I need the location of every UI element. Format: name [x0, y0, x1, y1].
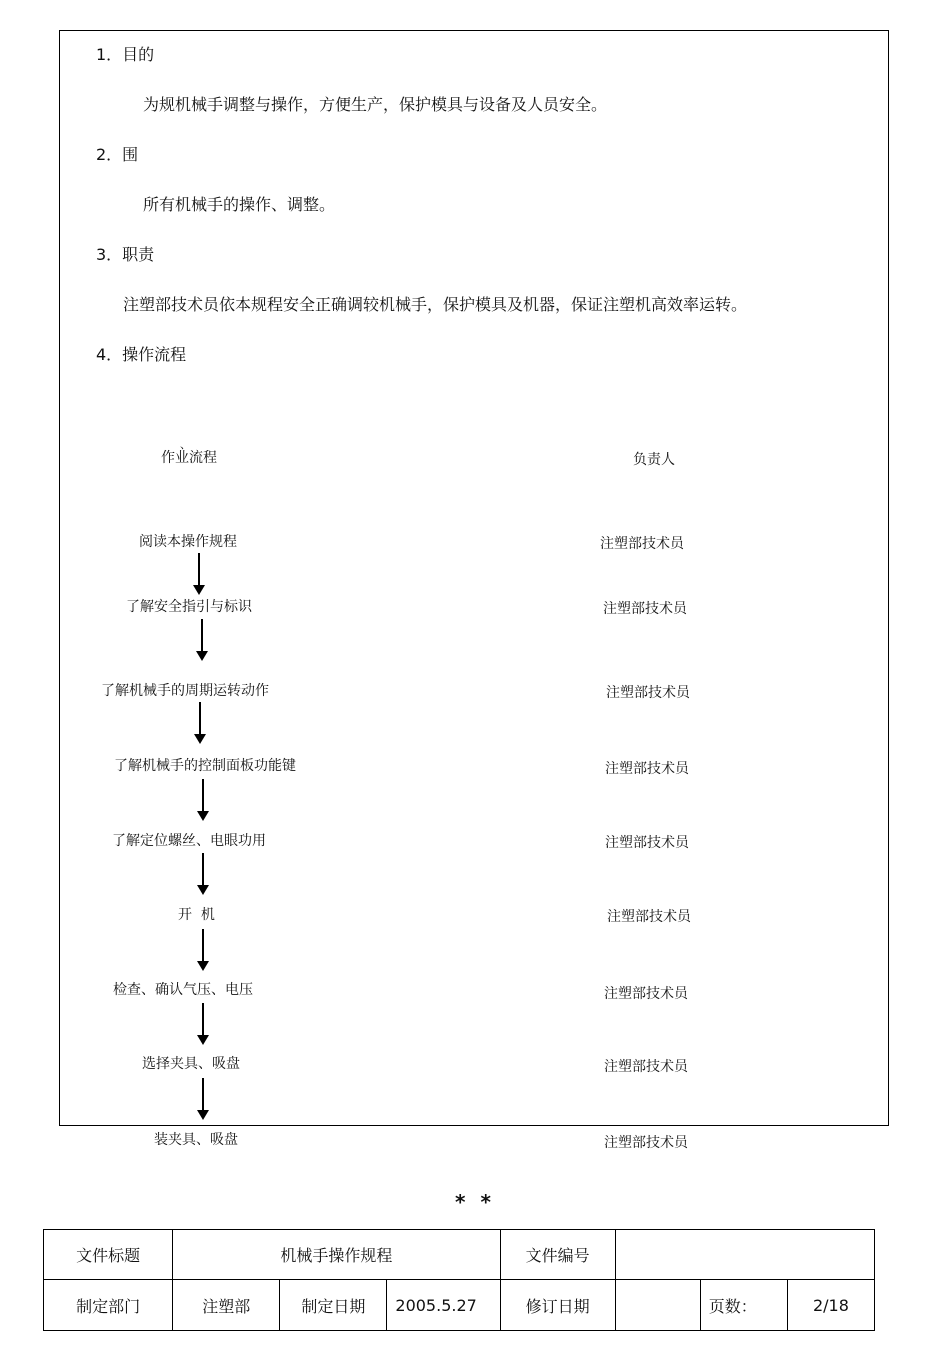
- flow-step: 装夹具、吸盘: [154, 1132, 238, 1148]
- flow-arrow-down: [197, 929, 209, 971]
- section-3-heading: 3．职责: [96, 245, 155, 264]
- flow-column-responsible: 负责人: [633, 452, 675, 468]
- department-label: 制定部门: [44, 1280, 173, 1331]
- flow-step-responsible: 注塑部技术员: [603, 601, 687, 617]
- pages-value: 2/18: [787, 1280, 874, 1331]
- section-3-body: 注塑部技术员依本规程安全正确调较机械手，保护模具及机器，保证注塑机高效率运转。: [123, 295, 748, 314]
- flow-step-responsible: 注塑部技术员: [605, 835, 689, 851]
- section-2-heading: 2．围: [96, 145, 139, 164]
- flow-step-responsible: 注塑部技术员: [600, 536, 684, 552]
- page-marker: * *: [455, 1190, 495, 1214]
- flow-arrow-down: [197, 853, 209, 895]
- department-value: 注塑部: [173, 1280, 280, 1331]
- flow-step-responsible: 注塑部技术员: [605, 761, 689, 777]
- flow-step: 阅读本操作规程: [139, 534, 237, 550]
- flow-arrow-down: [193, 553, 205, 595]
- section-4-heading: 4．操作流程: [96, 345, 187, 364]
- revision-value: [615, 1280, 700, 1331]
- doc-number-value: [615, 1230, 874, 1280]
- flow-arrow-down: [197, 1003, 209, 1045]
- flow-arrow-down: [197, 1078, 209, 1120]
- pages-label: 页数：: [700, 1280, 787, 1331]
- document-info-table: [43, 1229, 875, 1331]
- flow-step: 选择夹具、吸盘: [142, 1056, 240, 1072]
- flow-column-process: 作业流程: [161, 450, 217, 466]
- flow-step-responsible: 注塑部技术员: [606, 685, 690, 701]
- flow-step-responsible: 注塑部技术员: [604, 986, 688, 1002]
- flow-step: 了解安全指引与标识: [126, 599, 252, 615]
- date-value: 2005.5.27: [387, 1280, 500, 1331]
- flow-arrow-down: [197, 779, 209, 821]
- flow-step: 开 机: [178, 907, 215, 923]
- flow-arrow-down: [196, 619, 208, 661]
- section-1-heading: 1．目的: [96, 45, 155, 64]
- flow-step: 检查、确认气压、电压: [113, 982, 253, 998]
- flow-step: 了解定位螺丝、电眼功用: [112, 833, 266, 849]
- flow-step: 了解机械手的控制面板功能键: [114, 758, 296, 774]
- flow-step-responsible: 注塑部技术员: [604, 1135, 688, 1151]
- section-2-body: 所有机械手的操作、调整。: [143, 195, 336, 214]
- doc-number-label: 文件编号: [500, 1230, 615, 1280]
- flow-arrow-down: [194, 702, 206, 744]
- revision-label: 修订日期: [500, 1280, 615, 1331]
- title-label: 文件标题: [44, 1230, 173, 1280]
- title-value: 机械手操作规程: [173, 1230, 500, 1280]
- section-1-body: 为规机械手调整与操作，方便生产，保护模具与设备及人员安全。: [143, 95, 608, 114]
- flow-step-responsible: 注塑部技术员: [604, 1059, 688, 1075]
- flow-step-responsible: 注塑部技术员: [607, 909, 691, 925]
- date-label: 制定日期: [280, 1280, 387, 1331]
- flow-step: 了解机械手的周期运转动作: [101, 683, 269, 699]
- flow-tick: 、: [180, 438, 191, 451]
